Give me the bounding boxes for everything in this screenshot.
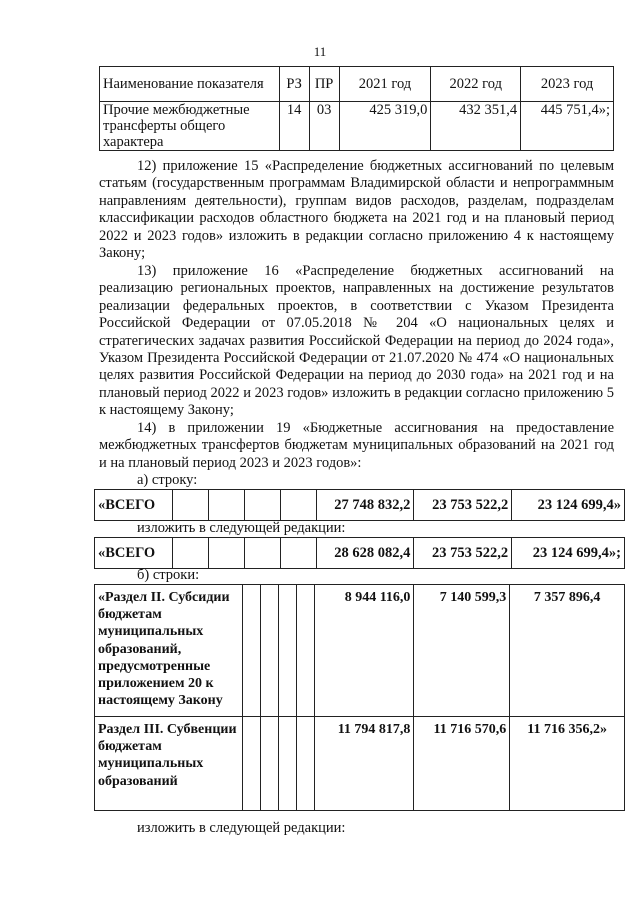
- sections-table: [94, 584, 625, 811]
- total-row-old: [94, 489, 625, 521]
- header-cell: 2023 год: [521, 67, 614, 102]
- total-label: «ВСЕГО: [95, 490, 173, 521]
- section-3-2023: 11 716 356,2»: [510, 717, 625, 811]
- section-2-label: «Раздел II. Субсидии бюджетам муниципальных образований, предусмотренные приложением 20 к настоящему Закону: [95, 585, 243, 717]
- cell-pr: 03: [309, 102, 339, 151]
- total-2022: 23 753 522,2: [414, 490, 512, 521]
- section-3-label: Раздел III. Субвенции бюджетам муниципальных образований: [95, 717, 243, 811]
- table-row: [95, 490, 625, 521]
- label-replace-1: изложить в следующей редакции:: [137, 520, 346, 536]
- total-2021: 28 628 082,4: [316, 538, 414, 569]
- header-cell: Наименование показателя: [100, 67, 280, 102]
- label-a: а) строку:: [137, 472, 198, 488]
- section-2-2022: 7 140 599,3: [414, 585, 510, 717]
- cell-rz: 14: [279, 102, 309, 151]
- cell-2021: 425 319,0: [339, 102, 431, 151]
- header-cell: 2022 год: [431, 67, 521, 102]
- table-row: [95, 538, 625, 569]
- total-row-new: [94, 537, 625, 569]
- paragraph-13: 13) приложение 16 «Распределение бюджетных ассигнований на реализацию региональных проектов, направленных на достижение результатов реализации федеральных проектов, в соответствии с Указом Президента Российской Федерации от 07.05.2018 № 204 «О национальных целях и стратегических задачах развития Российской Федерации на период до 2024 года», Указом Президента Российской Федерации от 21.07.2020 № 474 «О национальных целях развития Российской Федерации на период до 2030 года» на 2021 год и на плановый период 2022 и 2023 годов» изложить в редакции согласно приложению 5 к настоящему Закону;: [99, 263, 614, 419]
- total-2023: 23 124 699,4»;: [512, 538, 625, 569]
- table-header-row: [100, 67, 614, 102]
- label-replace-2: изложить в следующей редакции:: [137, 820, 346, 836]
- total-2022: 23 753 522,2: [414, 538, 512, 569]
- row-label: Прочие межбюджетные трансферты общего характера: [100, 102, 280, 151]
- page-number: 11: [313, 44, 327, 59]
- table-row: [100, 102, 614, 151]
- section-2-2023: 7 357 896,4: [510, 585, 625, 717]
- total-2021: 27 748 832,2: [316, 490, 414, 521]
- table-row: [95, 585, 625, 717]
- cell-2022: 432 351,4: [431, 102, 521, 151]
- paragraph-12: 12) приложение 15 «Распределение бюджетных ассигнований по целевым статьям (государственным программам Владимирской области и непрограммным направлениям деятельности), группам видов расходов, разделам, подразделам классификации расходов областного бюджета на 2021 год и на плановый период 2022 и 2023 годов» изложить в редакции согласно приложению 4 к настоящему Закону;: [99, 158, 614, 262]
- indicator-table: [99, 66, 614, 151]
- header-cell: РЗ: [279, 67, 309, 102]
- total-2023: 23 124 699,4»: [512, 490, 625, 521]
- header-cell: 2021 год: [339, 67, 431, 102]
- label-b: б) строки:: [137, 567, 200, 583]
- header-cell: ПР: [309, 67, 339, 102]
- paragraph-14: 14) в приложении 19 «Бюджетные ассигнования на предоставление межбюджетных трансфертов бюджетам муниципальных образований на 2021 год и на плановый период 2023 и 2023 годов»:: [99, 420, 614, 471]
- section-3-2022: 11 716 570,6: [414, 717, 510, 811]
- section-2-2021: 8 944 116,0: [314, 585, 414, 717]
- total-label: «ВСЕГО: [95, 538, 173, 569]
- table-row: [95, 717, 625, 811]
- section-3-2021: 11 794 817,8: [314, 717, 414, 811]
- cell-2023: 445 751,4»;: [521, 102, 614, 151]
